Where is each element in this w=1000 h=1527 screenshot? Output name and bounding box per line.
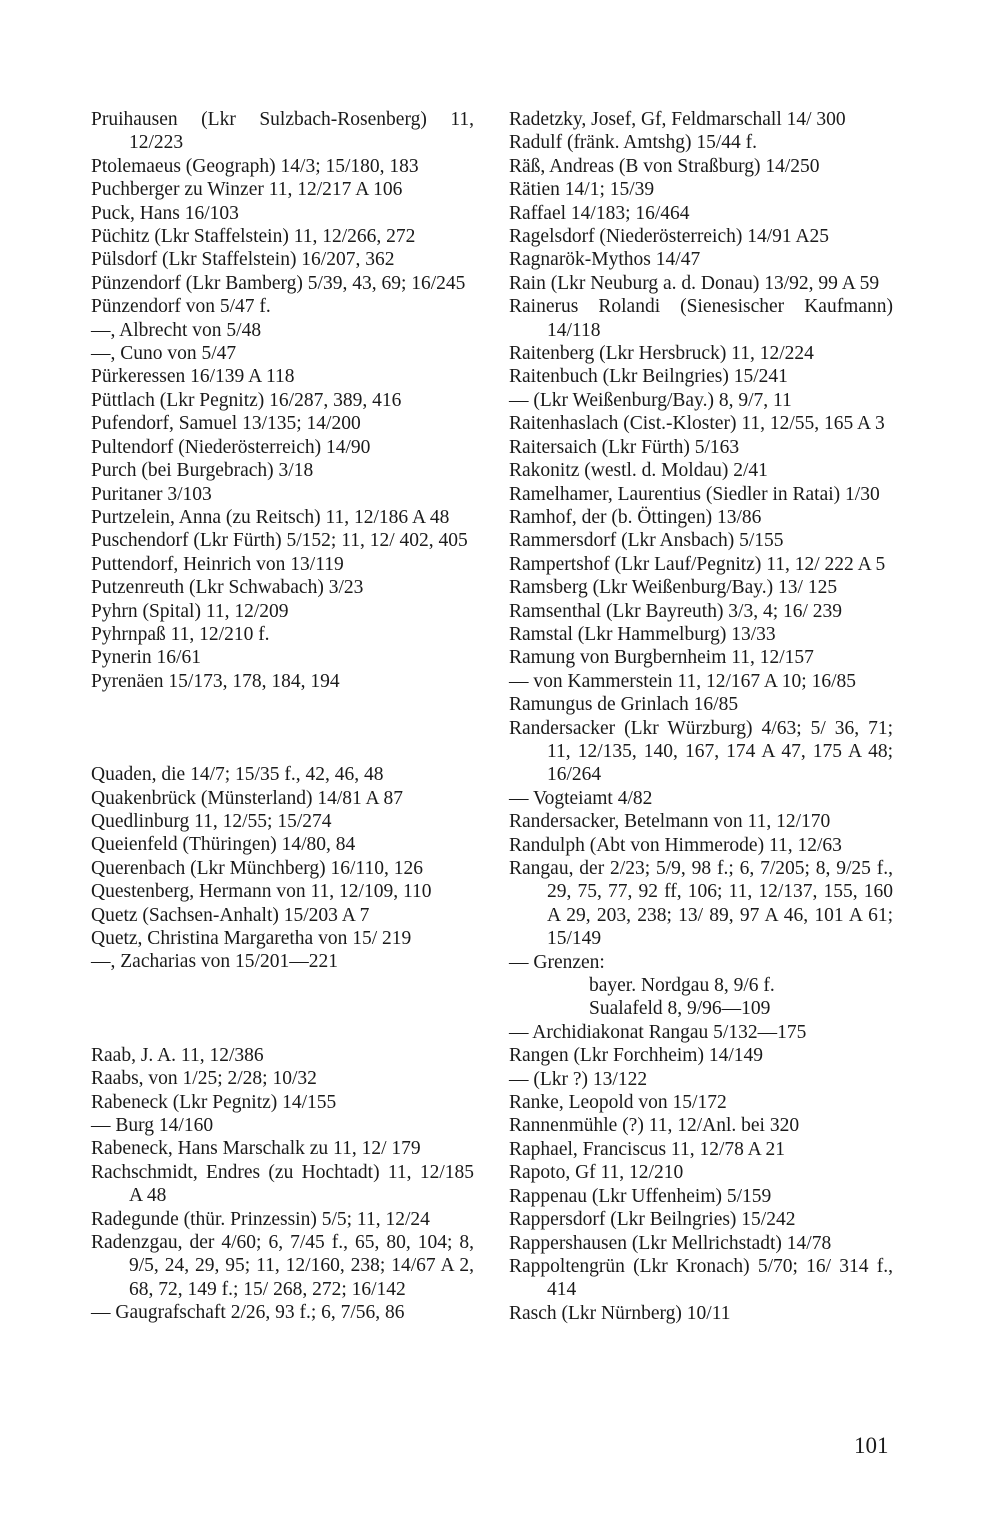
index-entry: Rappenau (Lkr Uffenheim) 5/159 <box>509 1185 772 1207</box>
index-entry: Rappoltengrün (Lkr Kronach) 5/70; 16/ 314 f., 414 <box>509 1255 893 1301</box>
index-entry: Quakenbrück (Münsterland) 14/81 A 87 <box>91 787 403 809</box>
index-entry: Radulf (fränk. Amtshg) 15/44 f. <box>509 132 758 154</box>
index-entry: Raab, J. A. 11, 12/386 <box>91 1044 264 1066</box>
index-entry: — Gaugrafschaft 2/26, 93 f.; 6, 7/56, 86 <box>91 1302 405 1324</box>
index-entry: Ramstal (Lkr Hammelburg) 13/33 <box>509 623 776 645</box>
index-entry: Puritaner 3/103 <box>91 483 212 505</box>
index-entry: Rainerus Rolandi (Sienesischer Kaufmann) 14/118 <box>509 296 893 341</box>
index-entry: Ptolemaeus (Geograph) 14/3; 15/180, 183 <box>91 155 419 177</box>
index-entry: Rappersdorf (Lkr Beilngries) 15/242 <box>509 1209 796 1231</box>
index-entry: — Vogteiamt 4/82 <box>509 787 653 809</box>
index-entry: Räß, Andreas (B von Straßburg) 14/250 <box>509 155 820 177</box>
index-entry: Quedlinburg 11, 12/55; 15/274 <box>91 810 332 832</box>
index-entry: Randersacker, Betelmann von 11, 12/170 <box>509 811 831 833</box>
index-entry: Pyrenäen 15/173, 178, 184, 194 <box>91 670 340 692</box>
index-entry: Raffael 14/183; 16/464 <box>509 202 690 224</box>
index-entry: Purch (bei Burgebrach) 3/18 <box>91 460 314 482</box>
index-entry: — (Lkr ?) 13/122 <box>509 1068 648 1090</box>
index-entry: Pünzendorf (Lkr Bamberg) 5/39, 43, 69; 16/245 <box>91 272 466 294</box>
index-entry: Püchitz (Lkr Staffelstein) 11, 12/266, 272 <box>91 226 416 248</box>
index-entry: Rabeneck (Lkr Pegnitz) 14/155 <box>91 1091 337 1113</box>
index-entry: Pünzendorf von 5/47 f. <box>91 296 271 318</box>
index-entry: Rangau, der 2/23; 5/9, 98 f.; 6, 7/205; 8, 9/25 f., 29, 75, 77, 92 ff, 106; 11, 12/137, 155, 160 A 29, 203, 238; 13/ 89, 97 A 46, 101 A 61; 15/149 <box>509 858 893 950</box>
index-entry: Ramungus de Grinlach 16/85 <box>509 694 739 716</box>
index-entry: Ragelsdorf (Niederösterreich) 14/91 A25 <box>509 226 830 248</box>
index-entry: — von Kammerstein 11, 12/167 A 10; 16/85 <box>509 670 857 692</box>
index-entry: — (Lkr Weißenburg/Bay.) 8, 9/7, 11 <box>509 389 792 411</box>
index-entry: Ramsberg (Lkr Weißenburg/Bay.) 13/ 125 <box>509 577 838 599</box>
index-column-left <box>91 108 474 1325</box>
index-entry: Querenbach (Lkr Münchberg) 16/110, 126 <box>91 857 423 879</box>
index-entry: Queienfeld (Thüringen) 14/80, 84 <box>91 834 356 856</box>
index-entry: Rasch (Lkr Nürnberg) 10/11 <box>509 1302 731 1324</box>
index-entry: Pynerin 16/61 <box>91 647 201 669</box>
index-entry: Raitersaich (Lkr Fürth) 5/163 <box>509 436 740 458</box>
index-entry: Purtzelein, Anna (zu Reitsch) 11, 12/186 A 48 <box>91 506 450 528</box>
index-entry: Pürkeressen 16/139 A 118 <box>91 366 295 388</box>
index-entry: Rakonitz (westl. d. Moldau) 2/41 <box>509 460 768 482</box>
index-entry: Ramsenthal (Lkr Bayreuth) 3/3, 4; 16/ 239 <box>509 600 843 622</box>
index-entry: Puck, Hans 16/103 <box>91 202 239 224</box>
index-entry: Rammersdorf (Lkr Ansbach) 5/155 <box>509 530 784 552</box>
index-entry: Quaden, die 14/7; 15/35 f., 42, 46, 48 <box>91 764 384 786</box>
index-entry: Pultendorf (Niederösterreich) 14/90 <box>91 436 371 458</box>
index-entry: —, Albrecht von 5/48 <box>91 319 262 341</box>
index-entry: — Archidiakonat Rangau 5/132—175 <box>509 1021 807 1043</box>
index-entry: Pyhrn (Spital) 11, 12/209 <box>91 600 289 622</box>
index-entry: Rachschmidt, Endres (zu Hochtadt) 11, 12/185 A 48 <box>91 1161 474 1207</box>
index-entry: Raitenhaslach (Cist.-Kloster) 11, 12/55, 165 A 3 <box>509 413 885 435</box>
index-entry: Ranke, Leopold von 15/172 <box>509 1092 727 1114</box>
index-entry: Pyhrnpaß 11, 12/210 f. <box>91 623 270 645</box>
index-entry: Raitenbuch (Lkr Beilngries) 15/241 <box>509 366 788 388</box>
index-entry: Quetz (Sachsen-Anhalt) 15/203 A 7 <box>91 904 370 926</box>
index-entry: Puschendorf (Lkr Fürth) 5/152; 11, 12/ 402, 405 <box>91 530 468 552</box>
index-subentry: Sualafeld 8, 9/96—109 <box>589 998 771 1020</box>
index-entry: Putzenreuth (Lkr Schwabach) 3/23 <box>91 577 364 599</box>
index-entry: Questenberg, Hermann von 11, 12/109, 110 <box>91 881 432 903</box>
index-entry: Randersacker (Lkr Würzburg) 4/63; 5/ 36, 71; 11, 12/135, 140, 167, 174 A 47, 175 A 48; 16/264 <box>509 717 893 786</box>
index-entry: Rappershausen (Lkr Mellrichstadt) 14/78 <box>509 1232 832 1254</box>
index-entry: Pruihausen (Lkr Sulzbach-Rosenberg) 11, 12/223 <box>91 109 474 154</box>
index-subentry: bayer. Nordgau 8, 9/6 f. <box>589 975 775 997</box>
index-entry: Radenzgau, der 4/60; 6, 7/45 f., 65, 80, 104; 8, 9/5, 24, 29, 95; 11, 12/160, 238; 14/67 A 2, 68, 72, 149 f.; 15/ 268, 272; 16/142 <box>91 1232 474 1300</box>
index-entry: — Grenzen: <box>509 951 605 973</box>
index-entry: Rampertshof (Lkr Lauf/Pegnitz) 11, 12/ 222 A 5 <box>509 553 886 575</box>
index-entry: —, Cuno von 5/47 <box>91 343 237 365</box>
page-number: 101 <box>854 1433 889 1458</box>
index-entry: Quetz, Christina Margaretha von 15/ 219 <box>91 928 412 949</box>
index-entry: Radegunde (thür. Prinzessin) 5/5; 11, 12/24 <box>91 1208 430 1230</box>
index-entry: Ramhof, der (b. Öttingen) 13/86 <box>509 506 762 528</box>
index-entry: Rangen (Lkr Forchheim) 14/149 <box>509 1045 763 1067</box>
index-entry: Raabs, von 1/25; 2/28; 10/32 <box>91 1068 317 1090</box>
index-entry: Rätien 14/1; 15/39 <box>509 179 655 201</box>
index-entry: Rabeneck, Hans Marschalk zu 11, 12/ 179 <box>91 1138 421 1160</box>
index-entry: —, Zacharias von 15/201—221 <box>91 951 338 973</box>
index-entry: Rain (Lkr Neuburg a. d. Donau) 13/92, 99 A 59 <box>509 272 880 294</box>
index-entry: Ramung von Burgbernheim 11, 12/157 <box>509 647 814 669</box>
index-entry: Puchberger zu Winzer 11, 12/217 A 106 <box>91 179 403 201</box>
index-entry: Randulph (Abt von Himmerode) 11, 12/63 <box>509 834 842 856</box>
index-entry: Ragnarök-Mythos 14/47 <box>509 249 701 271</box>
index-entry: Püttlach (Lkr Pegnitz) 16/287, 389, 416 <box>91 389 402 411</box>
index-entry: Raphael, Franciscus 11, 12/78 A 21 <box>509 1138 786 1160</box>
index-column-right <box>509 108 893 1325</box>
index-entry: Pufendorf, Samuel 13/135; 14/200 <box>91 413 361 435</box>
index-entry: Radetzky, Josef, Gf, Feldmarschall 14/ 300 <box>509 109 846 130</box>
index-entry: Pülsdorf (Lkr Staffelstein) 16/207, 362 <box>91 249 395 271</box>
index-entry: Rannenmühle (?) 11, 12/Anl. bei 320 <box>509 1115 800 1137</box>
index-entry: Raitenberg (Lkr Hersbruck) 11, 12/224 <box>509 343 814 365</box>
index-entry: — Burg 14/160 <box>91 1115 214 1137</box>
index-entry: Rapoto, Gf 11, 12/210 <box>509 1162 684 1184</box>
index-entry: Puttendorf, Heinrich von 13/119 <box>91 553 344 575</box>
index-entry: Ramelhamer, Laurentius (Siedler in Ratai) 1/30 <box>509 483 880 505</box>
